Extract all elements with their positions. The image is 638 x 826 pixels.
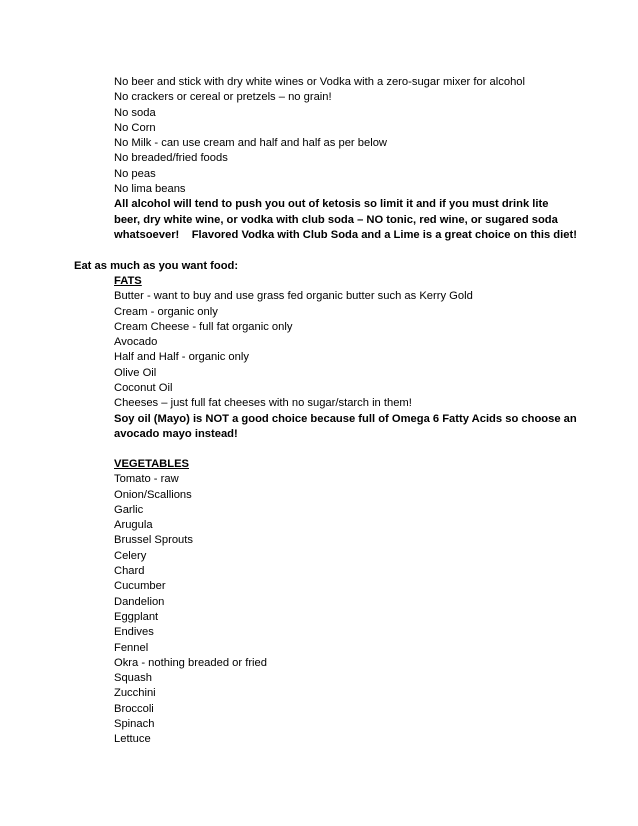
alcohol-note-line: All alcohol will tend to push you out of ketosis so limit it and if you must drink lite — [114, 198, 549, 211]
list-item: Brussel Sprouts — [114, 534, 193, 547]
list-item: Cream Cheese - full fat organic only — [114, 320, 293, 333]
list-item: Broccoli — [114, 702, 154, 715]
list-item: Eggplant — [114, 610, 159, 623]
list-item: No breaded/fried foods — [114, 152, 228, 165]
list-item: Avocado — [114, 336, 158, 349]
list-item: No lima beans — [114, 183, 186, 196]
list-item: No soda — [114, 106, 156, 119]
list-item: Onion/Scallions — [114, 488, 192, 501]
list-item: Fennel — [114, 641, 149, 654]
list-item: Endives — [114, 626, 154, 639]
fats-note-line: avocado mayo instead! — [114, 427, 238, 440]
list-item: Cream - organic only — [114, 305, 218, 318]
fats-section — [114, 274, 584, 442]
restrictions-list — [114, 75, 584, 243]
list-item: Coconut Oil — [114, 382, 173, 395]
list-item: Olive Oil — [114, 366, 157, 379]
alcohol-note-line: beer, dry white wine, or vodka with club soda – NO tonic, red wine, or sugared soda — [114, 213, 558, 226]
vegetables-heading: VEGETABLES — [114, 458, 190, 470]
fats-note-line: Soy oil (Mayo) is NOT a good choice because full of Omega 6 Fatty Acids so choose an — [114, 412, 577, 425]
list-item: Chard — [114, 565, 145, 578]
vegetables-section — [114, 457, 584, 748]
list-item: Zucchini — [114, 687, 156, 700]
list-item: Half and Half - organic only — [114, 351, 249, 364]
list-item: Garlic — [114, 503, 144, 516]
list-item: No crackers or cereal or pretzels – no grain! — [114, 91, 332, 104]
eat-heading: Eat as much as you want food: — [74, 260, 239, 272]
list-item: No peas — [114, 167, 156, 180]
list-item: Cucumber — [114, 580, 166, 593]
list-item: Lettuce — [114, 733, 151, 746]
list-item: Tomato - raw — [114, 473, 179, 486]
list-item: Arugula — [114, 519, 153, 532]
list-item: Spinach — [114, 718, 155, 731]
list-item: Dandelion — [114, 595, 165, 608]
list-item: Butter - want to buy and use grass fed organic butter such as Kerry Gold — [114, 290, 473, 303]
list-item: No beer and stick with dry white wines or Vodka with a zero-sugar mixer for alcohol — [114, 76, 526, 88]
list-item: Cheeses – just full fat cheeses with no sugar/starch in them! — [114, 397, 412, 410]
list-item: No Corn — [114, 121, 156, 134]
alcohol-note-line: whatsoever! Flavored Vodka with Club Soda and a Lime is a great choice on this diet! — [114, 228, 577, 241]
list-item: Squash — [114, 672, 152, 685]
list-item: No Milk - can use cream and half and half as per below — [114, 137, 387, 150]
list-item: Celery — [114, 549, 147, 562]
fats-heading: FATS — [114, 275, 142, 287]
list-item: Okra - nothing breaded or fried — [114, 656, 267, 669]
